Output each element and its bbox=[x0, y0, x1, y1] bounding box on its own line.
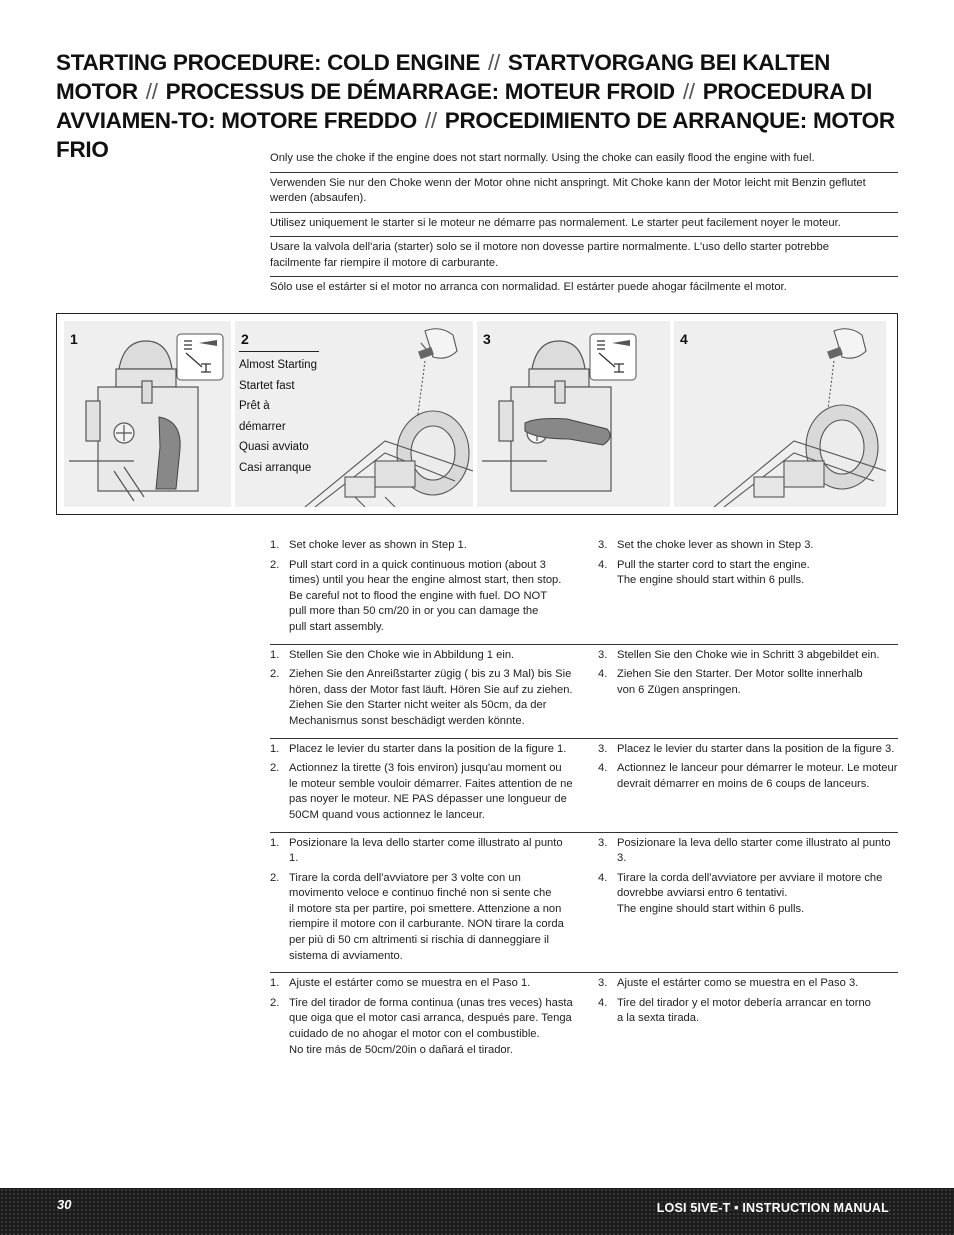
step-text: Ajuste el estárter como se muestra en el Paso 1. bbox=[289, 977, 531, 990]
step-text: Stellen Sie den Choke wie in Abbildung 1 ein. bbox=[289, 648, 515, 661]
steps-left-column bbox=[270, 836, 584, 969]
title-separator: // bbox=[488, 50, 500, 75]
steps-right-column bbox=[584, 648, 898, 734]
page-title bbox=[56, 48, 916, 164]
figure-panel-4 bbox=[674, 321, 886, 507]
steps-french bbox=[270, 739, 898, 833]
steps-right-column bbox=[584, 742, 898, 828]
figure-number-4: 4 bbox=[680, 331, 688, 347]
step-item bbox=[270, 761, 574, 823]
step-item bbox=[270, 667, 574, 729]
steps-left-column bbox=[270, 538, 584, 640]
steps-right-column bbox=[584, 836, 898, 969]
step-number: 3. bbox=[598, 977, 608, 990]
step-text: Tire del tirador y el motor debería arrancar en torno a la sexta tirada. bbox=[617, 996, 871, 1025]
step-text: Pull the starter cord to start the engine. The engine should start within 6 pulls. bbox=[617, 558, 810, 587]
page-number: 30 bbox=[57, 1197, 72, 1212]
step-text: Stellen Sie den Choke wie in Schritt 3 abgebildet ein. bbox=[617, 648, 880, 661]
steps-left-column bbox=[270, 742, 584, 828]
step-item bbox=[270, 558, 574, 636]
step-item bbox=[598, 976, 898, 992]
step-number: 3. bbox=[598, 836, 608, 849]
step-number: 2. bbox=[270, 668, 280, 681]
step-number: 2. bbox=[270, 996, 280, 1009]
step-item bbox=[598, 742, 898, 758]
steps-german bbox=[270, 645, 898, 739]
figure-panel-1 bbox=[64, 321, 231, 507]
step-number: 1. bbox=[270, 742, 280, 755]
intro-french: Utilisez uniquement le starter si le moteur ne démarre pas normalement. Le starter peut facilement noyer le moteur. bbox=[270, 213, 898, 238]
step-number: 1. bbox=[270, 539, 280, 551]
step-item bbox=[598, 836, 898, 867]
title-separator: // bbox=[682, 79, 695, 104]
carburetor-open-illustration bbox=[477, 321, 670, 507]
step-number: 4. bbox=[598, 558, 608, 571]
step-text: Placez le levier du starter dans la position de la figure 3. bbox=[617, 742, 895, 755]
page-footer bbox=[0, 1188, 954, 1235]
figure-strip bbox=[56, 313, 898, 515]
step-text: Tirare la corda dell'avviatore per avviare il motore che dovrebbe avviarsi entro 6 tentativi. The engine should start within 6 pulls. bbox=[617, 871, 883, 915]
intro-german: Verwenden Sie nur den Choke wenn der Motor ohne nicht anspringt. Mit Choke kann der Motor leicht mit Benzin geflutet werden (absaufen). bbox=[270, 173, 898, 213]
steps-italian bbox=[270, 833, 898, 974]
step-item bbox=[270, 648, 574, 664]
step-text: Set the choke lever as shown in Step 3. bbox=[617, 539, 814, 551]
step-number: 3. bbox=[598, 742, 608, 755]
step-item bbox=[598, 996, 898, 1027]
step-number: 3. bbox=[598, 539, 608, 551]
label-german: Startet fast bbox=[239, 379, 295, 392]
carburetor-closed-illustration bbox=[64, 321, 231, 507]
step-text: Posizionare la leva dello starter come illustrato al punto 3. bbox=[617, 836, 891, 865]
title-part-2: STARTVORGANG BEI KALTEN MOTOR bbox=[56, 50, 831, 104]
step-number: 4. bbox=[598, 668, 608, 681]
intro-spanish: Sólo use el estárter si el motor no arranca con normalidad. El estárter puede ahogar fácilmente el motor. bbox=[270, 281, 787, 293]
step-item bbox=[270, 538, 574, 554]
steps-english bbox=[270, 535, 898, 645]
intro-italian: Usare la valvola dell'aria (starter) solo se il motore non dovesse partire normalmente. L'uso dello starter potrebbe facilmente far riempire il motore di carburante. bbox=[270, 237, 898, 277]
step-number: 4. bbox=[598, 996, 608, 1009]
title-separator: // bbox=[424, 108, 437, 133]
steps-section bbox=[270, 535, 898, 1066]
manual-title: LOSI 5IVE-T • INSTRUCTION MANUAL bbox=[656, 1201, 889, 1215]
step-number: 1. bbox=[270, 977, 280, 990]
step-number: 4. bbox=[598, 762, 608, 775]
step-item bbox=[270, 742, 574, 758]
label-french: Prêt à démarrer bbox=[239, 400, 286, 433]
label-italian: Quasi avviato bbox=[239, 441, 309, 453]
step-number: 2. bbox=[270, 871, 280, 884]
label-spanish: Casi arranque bbox=[239, 461, 312, 474]
figure-number-1: 1 bbox=[70, 331, 78, 347]
label-english: Almost Starting bbox=[239, 359, 317, 371]
step-item bbox=[270, 996, 574, 1058]
step-item bbox=[270, 871, 574, 965]
steps-left-column bbox=[270, 648, 584, 734]
step-text: Ziehen Sie den Starter. Der Motor sollte innerhalb von 6 Zügen anspringen. bbox=[617, 668, 863, 696]
step-item bbox=[598, 871, 898, 918]
step-item bbox=[598, 667, 898, 698]
intro-english: Only use the choke if the engine does not start normally. Using the choke can easily flood the engine with fuel. bbox=[270, 148, 898, 173]
step-text: Actionnez la tirette (3 fois environ) jusqu'au moment ou le moteur semble vouloir démarrer. Faites attention de ne pas noyer le moteur. NE PAS dépasser une longueur de 50CM quand vous actionnez le lanceur. bbox=[289, 762, 573, 821]
step-item bbox=[598, 761, 898, 792]
step-item bbox=[270, 836, 574, 867]
steps-spanish bbox=[270, 973, 898, 1066]
title-separator: // bbox=[145, 79, 158, 104]
pull-start-run-illustration bbox=[674, 321, 886, 507]
figure-panel-2 bbox=[235, 321, 473, 507]
step-number: 2. bbox=[270, 762, 280, 775]
steps-right-column bbox=[584, 976, 898, 1062]
step-item bbox=[270, 976, 574, 992]
step-item bbox=[598, 648, 898, 664]
step-text: Placez le levier du starter dans la position de la figure 1. bbox=[289, 742, 567, 755]
step-text: Tire del tirador de forma continua (unas tres veces) hasta que oiga que el motor casi arranca, después pare. Tenga cuidado de no ahogar el motor con el combustible. No tire más de 50cm/20in o dañará el tirador. bbox=[289, 996, 573, 1056]
step-number: 4. bbox=[598, 871, 608, 884]
step-text: Set choke lever as shown in Step 1. bbox=[289, 539, 467, 551]
step-text: Pull start cord in a quick continuous motion (about 3 times) until you hear the engine almost start, then stop. Be careful not to flood the engine with fuel. DO NOT pull more than 50 cm/20 in or you can damage the pull start assembly. bbox=[289, 558, 562, 633]
figure-panel-3 bbox=[477, 321, 670, 507]
title-part-1: STARTING PROCEDURE: COLD ENGINE bbox=[56, 50, 481, 75]
figure-number-2: 2 bbox=[241, 331, 249, 347]
steps-right-column bbox=[584, 538, 898, 640]
title-part-4: PROCEDURA DI AVVIAMEN-TO: MOTORE FREDDO bbox=[56, 79, 873, 133]
step-number: 1. bbox=[270, 648, 280, 661]
intro-notes bbox=[270, 148, 898, 301]
step-item bbox=[598, 558, 898, 589]
figure-number-3: 3 bbox=[483, 331, 491, 347]
title-part-3: PROCESSUS DE DÉMARRAGE: MOTEUR FROID bbox=[165, 79, 675, 104]
step-text: Ziehen Sie den Anreißstarter zügig ( bis zu 3 Mal) bis Sie hören, dass der Motor fast läuft. Hören Sie auf zu ziehen. Ziehen Sie den Starter nicht weiter als 50cm, da der Mechanismus sonst beschädigt werden könnte. bbox=[289, 668, 573, 727]
step-item bbox=[598, 538, 898, 554]
steps-left-column bbox=[270, 976, 584, 1062]
step-text: Tirare la corda dell'avviatore per 3 volte con un movimento veloce e continuo finché non si sente che il motore sta per partire, poi smettere. Attenzione a non riempire il motore con il carburante. NON tirare la corda per più di 50 cm altrimenti si rischia di danneggiare il sistema di avviamento. bbox=[289, 871, 564, 962]
step-number: 1. bbox=[270, 836, 280, 849]
step-text: Posizionare la leva dello starter come illustrato al punto 1. bbox=[289, 836, 563, 865]
step-text: Actionnez le lanceur pour démarrer le moteur. Le moteur devrait démarrer en moins de 6 coups de lanceurs. bbox=[617, 762, 898, 790]
almost-starting-labels bbox=[239, 351, 319, 478]
step-text: Ajuste el estárter como se muestra en el Paso 3. bbox=[617, 977, 859, 990]
step-number: 2. bbox=[270, 558, 280, 571]
step-number: 3. bbox=[598, 648, 608, 661]
title-part-5: PROCEDIMIENTO DE ARRANQUE: MOTOR FRIO bbox=[56, 108, 895, 162]
